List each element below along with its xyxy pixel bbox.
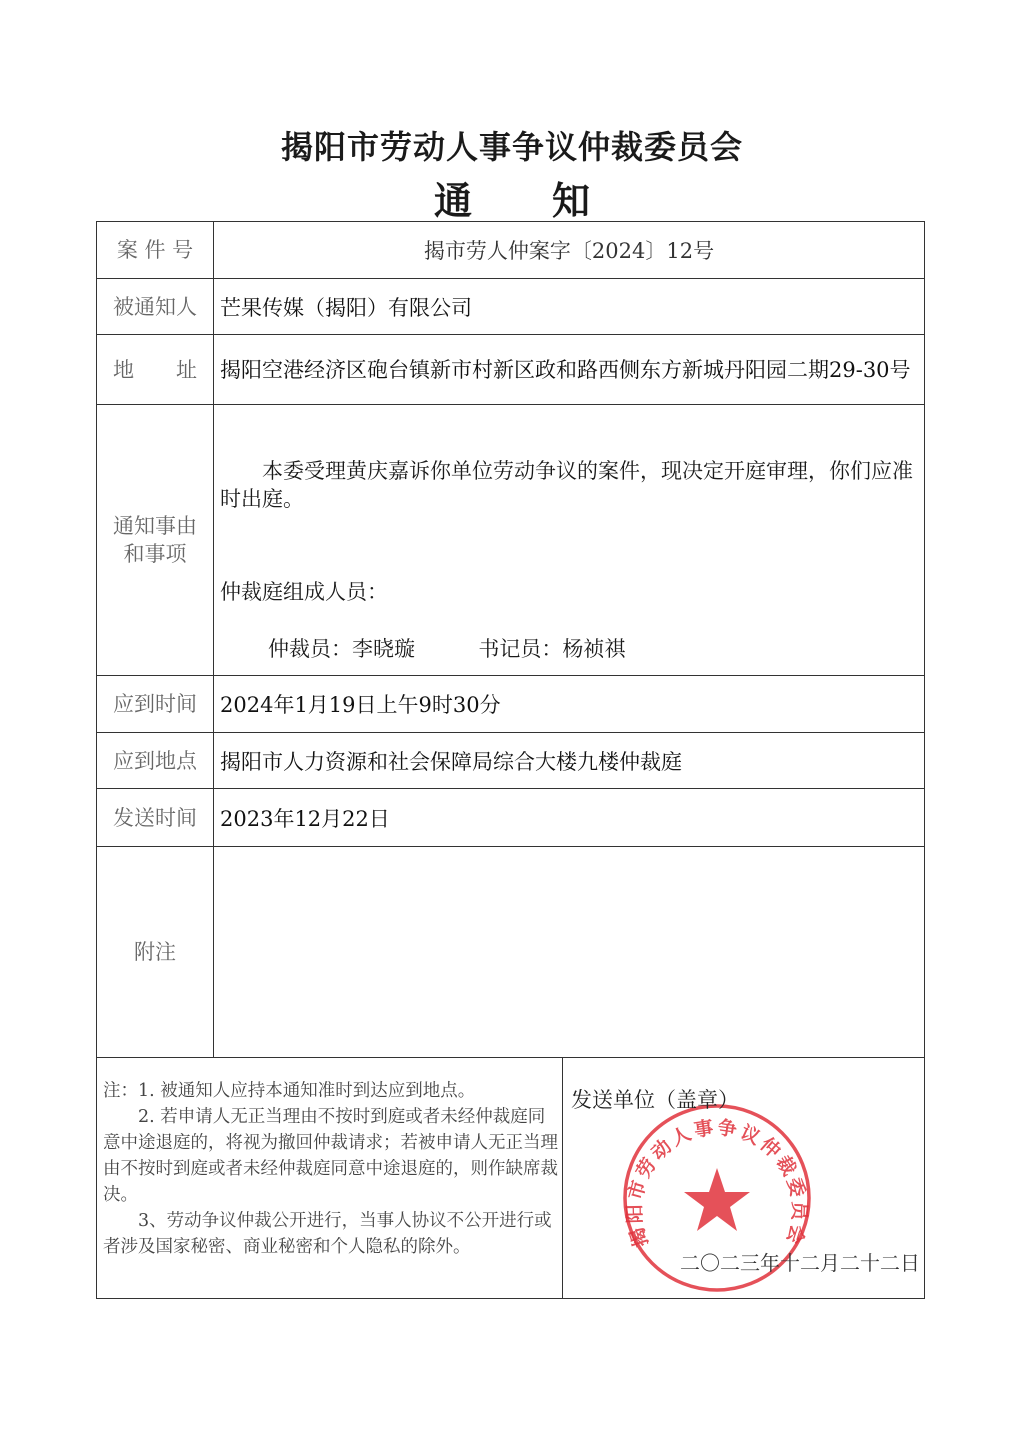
panel-heading: 仲裁庭组成人员： [220, 580, 388, 604]
case-no-label: 案 件 号 [97, 222, 214, 278]
footer-section [97, 1058, 924, 1298]
arrival-time-label: 应到时间 [97, 676, 214, 732]
arrival-place-value: 揭阳市人力资源和社会保障局综合大楼九楼仲裁庭 [220, 749, 682, 774]
remarks-label: 附注 [97, 847, 214, 1057]
arrival-time-row [97, 676, 924, 733]
remarks-row [97, 847, 924, 1058]
address-row [97, 335, 924, 405]
remarks-value [214, 847, 924, 1057]
seal-text: 揭阳市劳动人事争议仲裁委员会 [623, 1116, 811, 1250]
send-time-row [97, 789, 924, 847]
send-time-label: 发送时间 [97, 789, 214, 846]
arrival-time-value: 2024年1月19日上午9时30分 [220, 693, 501, 717]
note-1: 注：1. 被通知人应持本通知准时到达应到地点。 [103, 1081, 476, 1101]
address-value: 揭阳空港经济区砲台镇新市村新区政和路西侧东方新城丹阳园二期29-30号 [220, 357, 911, 382]
arrival-place-label: 应到地点 [97, 733, 214, 788]
notice-table [96, 221, 925, 1299]
matter-row [97, 405, 924, 676]
notified-row [97, 279, 924, 335]
notified-value: 芒果传媒（揭阳）有限公司 [220, 295, 472, 320]
matter-paragraph: 本委受理黄庆嘉诉你单位劳动争议的案件，现决定开庭审理，你们应准时出庭。 [220, 459, 913, 511]
sender-label: 发送单位（盖章） [571, 1088, 739, 1112]
arrival-place-row [97, 733, 924, 789]
doc-title-part1: 通 [433, 179, 472, 223]
arbitrator: 仲裁员：李晓璇 [268, 637, 415, 661]
org-title: 揭阳市劳动人事争议仲裁委员会 [280, 128, 743, 166]
address-label: 地 址 [97, 335, 214, 404]
matter-label: 通知事由和事项 [97, 405, 214, 675]
panel-members [220, 635, 918, 663]
sender-date: 二〇二三年十二月二十二日 [680, 1251, 920, 1275]
send-time-value: 2023年12月22日 [220, 806, 390, 831]
note-3: 3、劳动争议仲裁公开进行，当事人协议不公开进行或者涉及国家秘密、商业秘密和个人隐私的除外。 [103, 1211, 552, 1257]
notes [97, 1058, 563, 1298]
case-no-row [97, 222, 924, 279]
notified-label: 被通知人 [97, 279, 214, 334]
note-2: 2. 若申请人无正当理由不按时到庭或者未经仲裁庭同意中途退庭的，将视为撤回仲裁请求；若被申请人无正当理由不按时到庭或者未经仲裁庭同意中途退庭的，则作缺席裁决。 [103, 1107, 558, 1205]
case-no-value: 揭市劳人仲案字〔2024〕12号 [423, 239, 715, 263]
doc-title-part2: 知 [552, 179, 591, 223]
doc-title [0, 170, 1024, 225]
clerk: 书记员：杨祯祺 [478, 637, 626, 661]
